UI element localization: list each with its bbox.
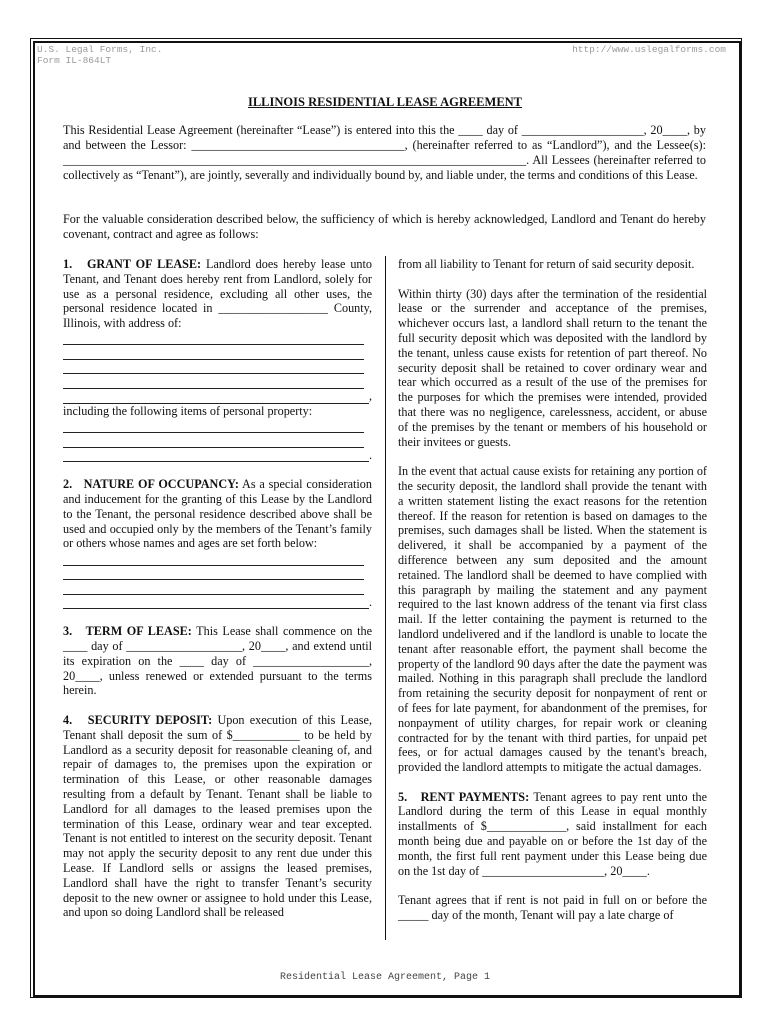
- section-nature-of-occupancy: [63, 477, 372, 609]
- column-divider: [385, 256, 386, 940]
- section-security-deposit: [63, 713, 372, 920]
- form-number: Form IL-864LT: [37, 55, 112, 66]
- address-line[interactable]: [63, 345, 364, 360]
- address-line[interactable]: [63, 360, 364, 375]
- deposit-release-text: from all liability to Tenant for return of said security deposit.: [398, 257, 695, 271]
- section-text: As a special consideration and inducement for the granting of this Lease by the Landlord to the Tenant, the personal residence described above shall be used and occupied only by the members of the Tenant’s family or others whose names and ages are set forth below:: [63, 477, 372, 551]
- deposit-retention-text: In the event that actual cause exists for retaining any portion of the security deposit, the landlord shall provide the tenant with a written statement listing the exact reasons for the retention thereof. If the reason for retention is based on damages to the premises, such damages shall be listed. When the statement is delivered, it shall be accompanied by a payment of the difference between any sum deposited and the amount retained. The landlord shall be deemed to have complied with this paragraph by mailing the statement and any payment required to the last known address of the tenant via first class mail. If the letter containing the payment is returned to the landlord undelivered and if the landlord is unable to locate the tenant after reasonable effort, the payment shall become the property of the landlord 90 days after the date the payment was mailed. Nothing in this paragraph shall preclude the landlord from retaining the security deposit for nonpayment of rent or of fees for late payment, for abandonment of the premises, for nonpayment of utility charges, for repair work or cleaning contracted for by the tenant with third parties, for unpaid pet fees, or for actual damages caused by the tenant's breach, provided the landlord attempts to mitigate the actual damages.: [398, 464, 707, 775]
- address-line[interactable]: [63, 331, 364, 346]
- section-text: Tenant agrees to pay rent unto the Landlord during the term of this Lease in equal monthly installments of $_____________, said installment for each month being due and payable on or before the 1st day of the month, the first full rent payment under this Lease being due on the 1st day of ____________________, 20____.: [398, 789, 707, 878]
- occupant-line[interactable]: [63, 551, 364, 566]
- occupant-line[interactable]: [63, 566, 364, 581]
- intro-paragraph: This Residential Lease Agreement (hereinafter “Lease”) is entered into this the ____ day of ____________________, 20____, by and between the Lessor: ___________________________________, (hereinafter referred to as “Landlord”), and the Lessee(s): ____________________________________________________________________________. All Lessees (hereinafter referred to collectively as “Tenant”), are jointly, severally and individually bound by, and liable under, the terms and conditions of this Lease.: [63, 123, 706, 182]
- occupant-line[interactable]: .: [63, 595, 372, 610]
- left-column: [63, 257, 372, 935]
- page-footer: Residential Lease Agreement, Page 1: [279, 972, 491, 983]
- section-rent-payments: [398, 790, 707, 879]
- deposit-return-text: Within thirty (30) days after the termination of the residential lease or the surrender and acceptance of the premises, whichever occurs last, a landlord shall return to the tenant the full security deposit which was deposited with the landlord by the tenant, unless cause exists for retention of part thereof. No security deposit shall be retained to cover ordinary wear and tear which occurred as a result of the use of the premises for the purposes for which the premises were intended, provided that there was no negligence, carelessness, accident, or abuse of the premises by the tenant or members of his household or their invitees or guests.: [398, 286, 707, 449]
- document-title: ILLINOIS RESIDENTIAL LEASE AGREEMENT: [247, 95, 523, 109]
- consideration-paragraph: For the valuable consideration described below, the sufficiency of which is hereby acknowledged, Landlord and Tenant do hereby covenant, contract and agree as follows:: [63, 212, 706, 241]
- property-line[interactable]: [63, 419, 364, 434]
- occupant-line[interactable]: [63, 580, 364, 595]
- publisher-name: U.S. Legal Forms, Inc.: [37, 44, 163, 55]
- section-heading: 5. RENT PAYMENTS:: [398, 789, 530, 804]
- section-heading: 3. TERM OF LEASE:: [63, 624, 192, 639]
- property-line[interactable]: [63, 433, 364, 448]
- section-text: This Lease shall commence on the ____ day of ___________________, 20____, and extend until its expiration on the ____ day of ___________________, 20____, unless renewed or extended pursuant to the terms herein.: [63, 624, 372, 698]
- late-charge-text: Tenant agrees that if rent is not paid in full on or before the _____ day of the month, Tenant will pay a late charge of: [398, 893, 707, 923]
- section-grant-of-lease: [63, 257, 372, 462]
- section-heading: 1. GRANT OF LEASE:: [63, 257, 202, 271]
- address-line[interactable]: ,: [63, 389, 372, 404]
- right-column: [398, 257, 707, 938]
- section-text: Upon execution of this Lease, Tenant shall deposit the sum of $___________ to be held by Landlord as a security deposit for reasonable cleaning of, and repair of damages to, the premises upon the expiration or termination of this Lease, or other reasonable damages resulting from a default by Tenant. Tenant shall be liable to Landlord for all damages to the leased premises upon the termination of this Lease, ordinary wear and tear excepted. Tenant is not entitled to interest on the security deposit. Tenant may not apply the security deposit to any rent due under this Lease. If Landlord sells or assigns the leased premises, Landlord shall have the right to transfer Tenant’s security deposit to the new owner or assignee to hold under this Lease, and upon so doing Landlord shall be released: [63, 713, 372, 920]
- publisher-url[interactable]: http://www.uslegalforms.com: [572, 44, 726, 55]
- section-term-of-lease: [63, 624, 372, 698]
- address-line[interactable]: [63, 374, 364, 389]
- section-heading: 2. NATURE OF OCCUPANCY:: [63, 477, 239, 492]
- publisher-header: [37, 44, 162, 66]
- section-heading: 4. SECURITY DEPOSIT:: [63, 713, 213, 728]
- section-text: Landlord does hereby lease unto Tenant, and Tenant does hereby rent from Landlord, solely for use as a personal residence, excluding all other uses, the personal residence located in __________________ County, Illinois, with address of:: [63, 257, 373, 331]
- property-line[interactable]: .: [63, 448, 372, 463]
- personal-property-label: including the following items of personal property:: [63, 403, 313, 418]
